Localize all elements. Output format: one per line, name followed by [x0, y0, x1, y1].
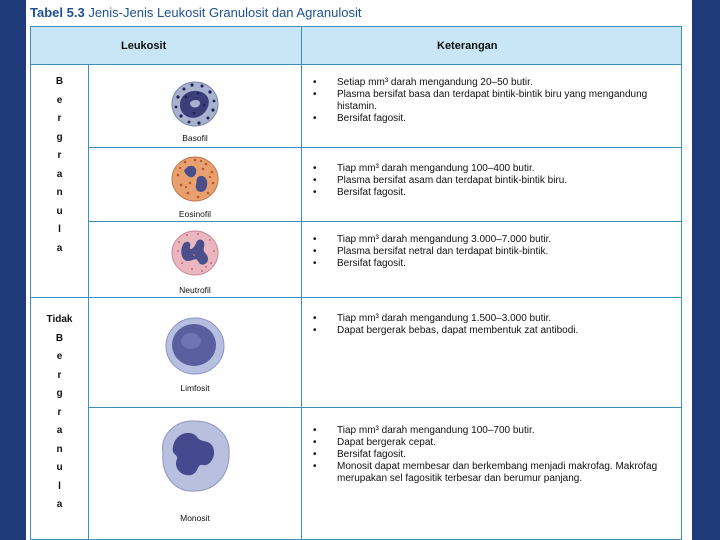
note-text: Tiap mm³ darah mengandung 100–700 butir.: [337, 425, 535, 436]
cell-label-limfosit: Limfosit: [180, 383, 210, 393]
list-item: [309, 246, 675, 258]
group-letter: e: [56, 351, 63, 362]
leukocyte-table: [30, 26, 682, 540]
group-letter: l: [58, 224, 61, 235]
lymphocyte-cell-icon: [163, 315, 227, 377]
group-letter: n: [56, 187, 63, 198]
list-item: [309, 187, 675, 199]
group-letter: a: [56, 425, 63, 436]
cell-eosinofil: [89, 147, 301, 221]
note-text: Plasma bersifat netral dan terdapat bintik-bintik.: [337, 246, 549, 257]
column-divider: [301, 27, 302, 540]
table-title-text: Jenis-Jenis Leukosit Granulosit dan Agranulosit: [88, 5, 362, 20]
group-letter: g: [56, 131, 63, 143]
list-item: [309, 234, 675, 246]
list-item: [309, 325, 675, 337]
header-keterangan: Keterangan: [437, 40, 498, 52]
table-header: [31, 27, 682, 65]
notes-neutrofil: [309, 234, 675, 270]
group-letter: r: [57, 406, 62, 418]
list-item: [309, 89, 675, 113]
group-letter: u: [56, 205, 63, 217]
note-text: Dapat bergerak bebas, dapat membentuk zat antibodi.: [337, 325, 579, 336]
list-item: [309, 258, 675, 270]
cell-label-basofil: Basofil: [182, 133, 208, 143]
neutrophil-cell-icon: [168, 227, 222, 279]
bullet: •: [313, 313, 317, 324]
table-title: [30, 5, 361, 20]
notes-eosinofil: [309, 163, 675, 199]
note-text: Plasma bersifat asam dan terdapat bintik-bintik biru.: [337, 175, 568, 186]
notes-monosit: [309, 425, 675, 485]
list-item: [309, 163, 675, 175]
group-letter: e: [56, 94, 63, 106]
note-text: Bersifat fagosit.: [337, 113, 406, 124]
list-item: [309, 449, 675, 461]
header-leukosit: Leukosit: [121, 40, 167, 52]
notes-basofil: [309, 77, 675, 125]
note-text: Monosit dapat membesar dan berkembang menjadi makrofag. Makrofag merupakan sel fagositik terbesar dan berumur panjang.: [337, 461, 658, 484]
note-text: Tiap mm³ darah mengandung 3.000–7.000 butir.: [337, 234, 552, 245]
bullet: •: [313, 187, 317, 198]
group-letter: B: [55, 76, 64, 87]
group-tidak-bergranula: [31, 311, 88, 515]
bullet: •: [313, 246, 317, 257]
group-letter: r: [57, 369, 62, 381]
bullet: •: [313, 163, 317, 174]
monocyte-cell-icon: [153, 415, 237, 497]
cell-label-neutrofil: Neutrofil: [179, 285, 211, 295]
list-item: [309, 425, 675, 437]
basophil-cell-icon: [168, 77, 222, 131]
list-item: [309, 113, 675, 125]
bullet: •: [313, 449, 317, 460]
bullet: •: [313, 113, 317, 124]
cell-basofil: [89, 65, 301, 147]
bullet: •: [313, 234, 317, 245]
group-letter: g: [56, 388, 63, 399]
note-text: Bersifat fagosit.: [337, 449, 406, 460]
eosinophil-cell-icon: [168, 153, 222, 205]
list-item: [309, 313, 675, 325]
note-text: Bersifat fagosit.: [337, 258, 406, 269]
bullet: •: [313, 89, 317, 100]
list-item: [309, 437, 675, 449]
group-letter: r: [57, 113, 62, 124]
table-number: Tabel 5.3: [30, 5, 85, 20]
note-text: Bersifat fagosit.: [337, 187, 406, 198]
group-letter: a: [56, 168, 63, 180]
note-text: Tiap mm³ darah mengandung 100–400 butir.: [337, 163, 535, 174]
bullet: •: [313, 325, 317, 336]
cell-neutrofil: [89, 221, 301, 297]
list-item: [309, 77, 675, 89]
bullet: •: [313, 461, 317, 472]
note-text: Setiap mm³ darah mengandung 20–50 butir.: [337, 77, 533, 88]
group-letter: n: [56, 443, 63, 455]
cell-label-monosit: Monosit: [180, 513, 210, 523]
group-bergranula: [31, 73, 88, 258]
note-text: Plasma bersifat basa dan terdapat bintik-bintik biru yang mengandung histamin.: [337, 89, 648, 112]
note-text: Tiap mm³ darah mengandung 1.500–3.000 butir.: [337, 313, 552, 324]
note-text: Dapat bergerak cepat.: [337, 437, 436, 448]
group-letter: r: [57, 150, 62, 161]
group-letter: a: [56, 242, 63, 254]
list-item: [309, 175, 675, 187]
group-word-tidak: Tidak: [46, 314, 73, 325]
bullet: •: [313, 77, 317, 88]
bullet: •: [313, 258, 317, 269]
bullet: •: [313, 175, 317, 186]
cell-limfosit: [89, 297, 301, 407]
group-letter: B: [55, 332, 64, 344]
cell-monosit: [89, 407, 301, 540]
cell-label-eosinofil: Eosinofil: [178, 209, 212, 219]
bullet: •: [313, 437, 317, 448]
page: [26, 0, 692, 540]
list-item: [309, 461, 675, 485]
group-letter: l: [58, 480, 61, 492]
group-letter: a: [56, 499, 63, 510]
group-letter: u: [56, 462, 63, 473]
bullet: •: [313, 425, 317, 436]
notes-limfosit: [309, 313, 675, 337]
